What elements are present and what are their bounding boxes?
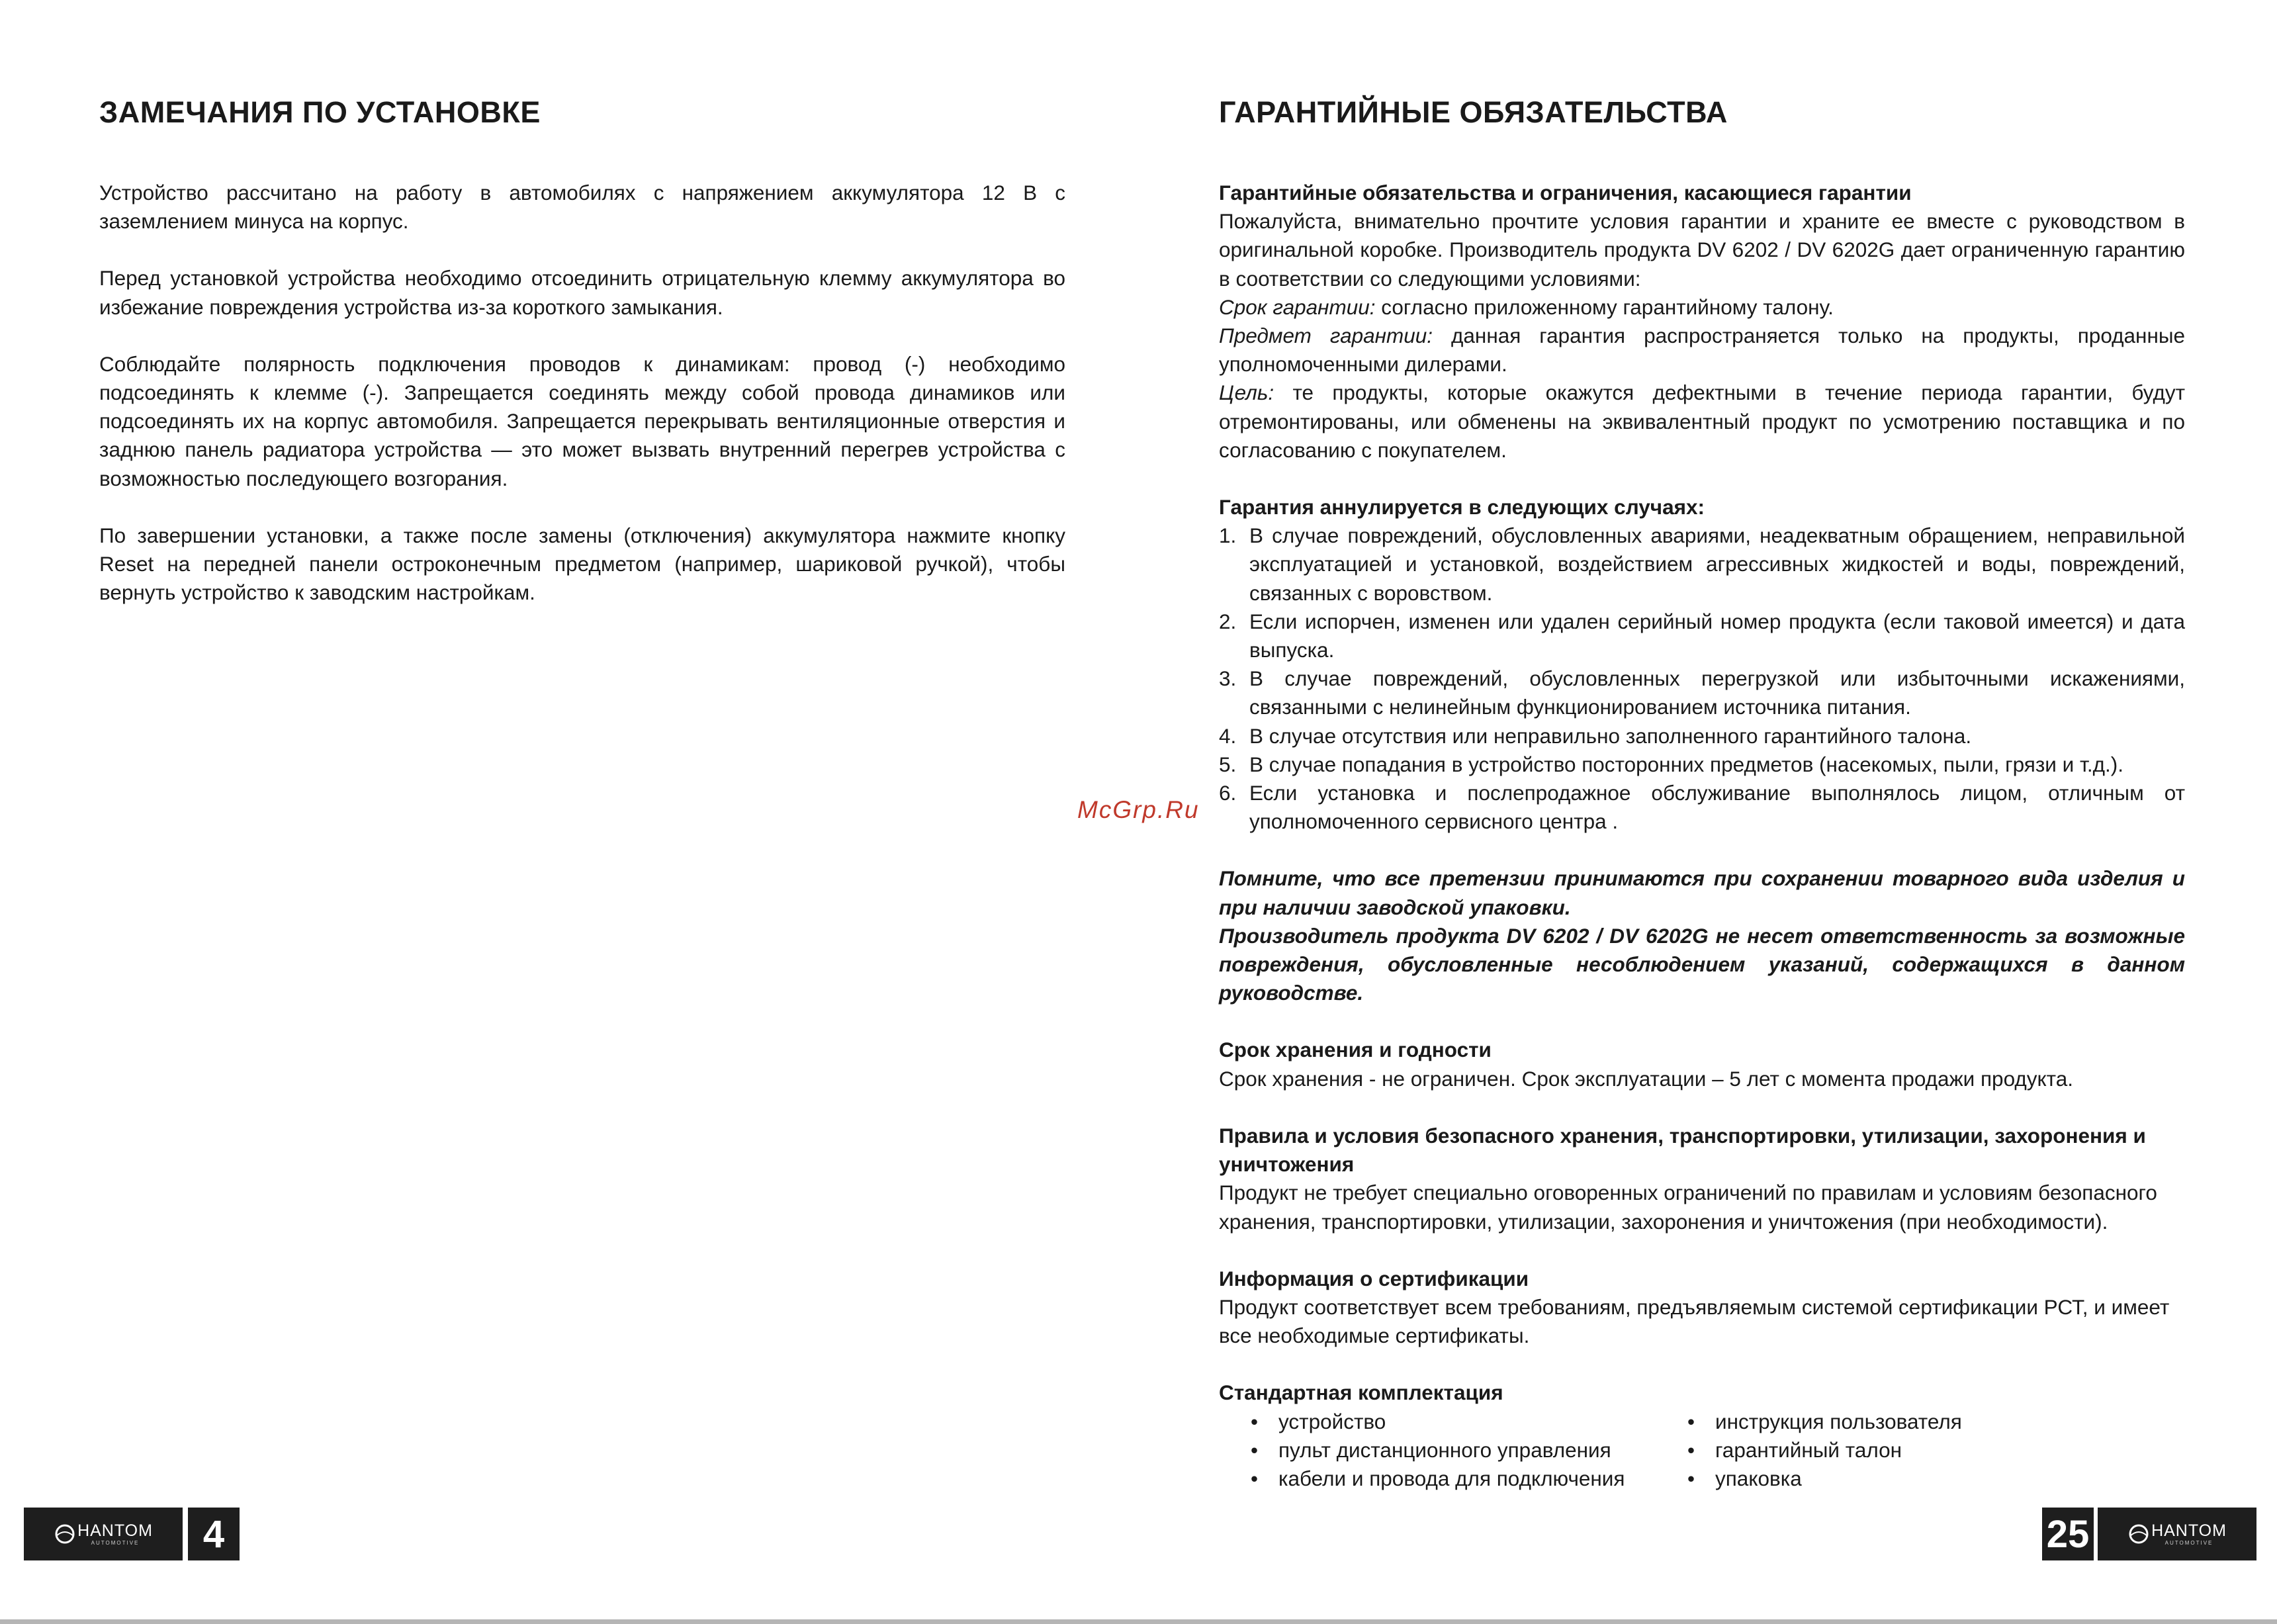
warranty-term-text: согласно приложенному гарантийному талону. bbox=[1375, 294, 1834, 319]
bottom-divider bbox=[0, 1619, 2277, 1624]
list-item-number: 6. bbox=[1219, 781, 1237, 805]
watermark: McGrp.Ru bbox=[1077, 796, 1200, 823]
list-item: • устройство bbox=[1251, 1408, 1687, 1436]
list-item: • кабели и провода для подключения bbox=[1251, 1465, 1687, 1493]
warranty-subject bbox=[1219, 322, 2185, 379]
phantom-logo-icon bbox=[54, 1523, 76, 1545]
list-item-text: В случае повреждений, обусловленных перегрузкой или избыточными искажениями, связанными с нелинейным функционированием источника питания. bbox=[1249, 666, 2185, 719]
warranty-subject-label: Предмет гарантии: bbox=[1219, 324, 1433, 348]
warranty-void-heading: Гарантия аннулируется в следующих случаях: bbox=[1219, 495, 1705, 519]
list-item: • упаковка bbox=[1687, 1465, 1962, 1493]
package-contents-column-1 bbox=[1251, 1408, 1687, 1494]
installation-paragraph-4: По завершении установки, а также после замены (отключения) аккумулятора нажмите кнопку Reset на передней панели остроконечным предметом (например, шариковой ручкой), чтобы вернуть устройство к заводским настройкам. bbox=[99, 523, 1065, 605]
phantom-logo-icon bbox=[2127, 1523, 2150, 1545]
certification-heading: Информация о сертификации bbox=[1219, 1266, 1529, 1290]
list-item-text: В случае отсутствия или неправильно заполненного гарантийного талона. bbox=[1249, 723, 1972, 748]
warranty-goal-label: Цель: bbox=[1219, 381, 1274, 405]
list-item-number: 4. bbox=[1219, 723, 1237, 748]
list-item bbox=[1219, 664, 2185, 721]
list-item: • гарантийный талон bbox=[1687, 1436, 1962, 1465]
list-item-number: 3. bbox=[1219, 666, 1237, 691]
list-item bbox=[1219, 521, 2185, 608]
installation-paragraph-2: Перед установкой устройства необходимо отсоединить отрицательную клемму аккумулятора во избежание повреждения устройства из-за короткого замыкания. bbox=[99, 266, 1065, 319]
logo-subtitle: AUTOMOTIVE bbox=[2165, 1539, 2213, 1546]
list-item bbox=[1219, 779, 2185, 836]
brand-logo-right bbox=[2098, 1508, 2256, 1560]
list-item-text: Если испорчен, изменен или удален серийный номер продукта (если таковой имеется) и дата выпуска. bbox=[1249, 609, 2185, 662]
claims-note: Помните, что все претензии принимаются при сохранении товарного вида изделия и при наличии заводской упаковки. bbox=[1219, 866, 2185, 919]
storage-heading: Срок хранения и годности bbox=[1219, 1038, 1492, 1062]
warranty-void-list bbox=[1219, 521, 2185, 836]
package-contents-column-2 bbox=[1687, 1408, 1962, 1494]
left-column bbox=[99, 93, 1065, 607]
warranty-goal bbox=[1219, 379, 2185, 465]
brand-logo-left bbox=[24, 1508, 183, 1560]
warranty-term bbox=[1219, 293, 2185, 322]
package-contents-heading: Стандартная комплектация bbox=[1219, 1380, 1503, 1405]
right-column bbox=[1219, 93, 2185, 1493]
installation-paragraph-3: Соблюдайте полярность подключения проводов к динамикам: провод (-) необходимо подсоединять к клемме (-). Запрещается соединять между собой провода динамиков или подсоединять их на корпус автомобиля. Запрещается перекрывать вентиляционные отверстия и заднюю панель радиатора устройства — это может вызвать внутренний перегрев устройства с возможностью последующего возгорания. bbox=[99, 351, 1065, 490]
list-item-text: В случае попадания в устройство посторонних предметов (насекомых, пыли, грязи и т.д.). bbox=[1249, 752, 2124, 776]
list-item-text: Если установка и послепродажное обслуживание выполнялось лицом, отличным от уполномоченного сервисного центра . bbox=[1249, 781, 2185, 834]
list-item bbox=[1219, 722, 2185, 750]
list-item bbox=[1219, 608, 2185, 664]
certification-text: Продукт соответствует всем требованиям, предъявляемым системой сертификации РСТ, и имеет все необходимые сертификаты. bbox=[1219, 1294, 2170, 1348]
list-item-number: 5. bbox=[1219, 752, 1237, 776]
list-item: • инструкция пользователя bbox=[1687, 1408, 1962, 1436]
warranty-terms-heading: Гарантийные обязательства и ограничения, касающиеся гарантии bbox=[1219, 181, 1912, 204]
warranty-term-label: Срок гарантии: bbox=[1219, 294, 1376, 319]
warranty-intro: Пожалуйста, внимательно прочтите условия гарантии и храните ее вместе с руководством в оригинальной коробке. Производитель продукта DV 6202 / DV 6202G дает ограниченную гарантию в соответствии со следующими условиями: bbox=[1219, 209, 2185, 291]
warranty-goal-text: те продукты, которые окажутся дефектными в течение периода гарантии, будут отремонтированы, или обменены на эквивалентный продукт по усмотрению поставщика и по согласованию с покупателем. bbox=[1219, 381, 2185, 462]
liability-note: Производитель продукта DV 6202 / DV 6202G не несет ответственность за возможные повреждения, обусловленные несоблюдением указаний, содержащихся в данном руководстве. bbox=[1219, 923, 2185, 1005]
safety-rules-text: Продукт не требует специально оговоренных ограничений по правилам и условиям безопасного хранения, транспортировки, утилизации, захоронения и уничтожения (при необходимости). bbox=[1219, 1181, 2157, 1234]
storage-text: Срок хранения - не ограничен. Срок эксплуатации – 5 лет с момента продажи продукта. bbox=[1219, 1066, 2074, 1091]
installation-paragraph-1: Устройство рассчитано на работу в автомобилях с напряжением аккумулятора 12 В с заземлением минуса на корпус. bbox=[99, 181, 1065, 234]
list-item-number: 2. bbox=[1219, 609, 1237, 633]
list-item-text: В случае повреждений, обусловленных авариями, неадекватным обращением, неправильной эксплуатацией и установкой, воздействием агрессивных жидкостей и воды, повреждений, связанных с воровством. bbox=[1249, 523, 2185, 605]
page-number-right: 25 bbox=[2042, 1508, 2094, 1560]
list-item bbox=[1219, 750, 2185, 779]
logo-subtitle: AUTOMOTIVE bbox=[91, 1539, 140, 1546]
logo-word: HANTOM bbox=[2151, 1521, 2227, 1540]
page-number-left: 4 bbox=[188, 1508, 240, 1560]
installation-notes-title: ЗАМЕЧАНИЯ ПО УСТАНОВКЕ bbox=[99, 95, 541, 129]
warranty-subject-text: данная гарантия распространяется только на продукты, проданные уполномоченными дилерами. bbox=[1219, 324, 2186, 377]
list-item-number: 1. bbox=[1219, 523, 1237, 548]
warranty-title: ГАРАНТИЙНЫЕ ОБЯЗАТЕЛЬСТВА bbox=[1219, 95, 1728, 129]
safety-rules-heading: Правила и условия безопасного хранения, транспортировки, утилизации, захоронения и уничтожения bbox=[1219, 1123, 2146, 1177]
logo-word: HANTOM bbox=[77, 1521, 153, 1540]
package-contents-list bbox=[1219, 1408, 2185, 1494]
list-item: • пульт дистанционного управления bbox=[1251, 1436, 1687, 1465]
